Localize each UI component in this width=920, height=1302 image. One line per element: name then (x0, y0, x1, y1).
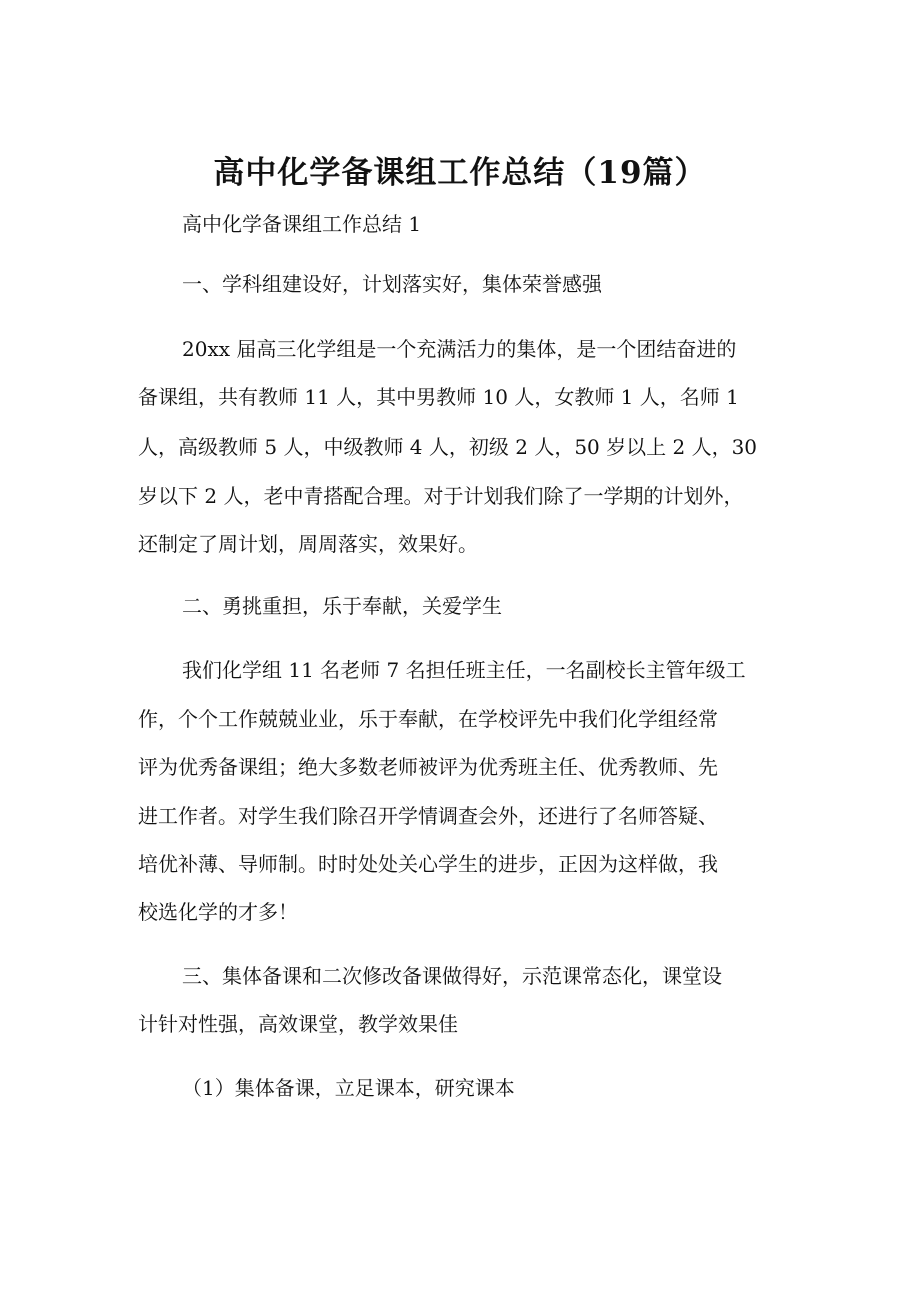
paragraph-line: 备课组，共有教师 11 人，其中男教师 10 人，女教师 1 人，名师 1 (138, 385, 739, 409)
paragraph-line: 20xx 届高三化学组是一个充满活力的集体，是一个团结奋进的 (182, 337, 737, 361)
subsection-heading: 三、集体备课和二次修改备课做得好，示范课常态化，课堂设 (182, 964, 722, 988)
paragraph-line: 校选化学的才多！ (138, 900, 298, 924)
subsection-heading: （1）集体备课，立足课本，研究课本 (182, 1076, 515, 1100)
paragraph-line: 人，高级教师 5 人，中级教师 4 人，初级 2 人，50 岁以上 2 人，30 (138, 435, 758, 459)
subsection-heading: 计针对性强，高效课堂，教学效果佳 (138, 1012, 458, 1036)
subsection-heading: 二、勇挑重担，乐于奉献，关爱学生 (182, 594, 502, 618)
paragraph-line: 我们化学组 11 名老师 7 名担任班主任，一名副校长主管年级工 (182, 658, 746, 682)
subsection-heading: 一、学科组建设好，计划落实好，集体荣誉感强 (182, 272, 602, 296)
paragraph-line: 进工作者。对学生我们除召开学情调查会外，还进行了名师答疑、 (138, 804, 718, 828)
paragraph-line: 评为优秀备课组；绝大多数老师被评为优秀班主任、优秀教师、先 (138, 755, 718, 779)
paragraph-line: 还制定了周计划，周周落实，效果好。 (138, 532, 478, 556)
paragraph-line: 培优补薄、导师制。时时处处关心学生的进步，正因为这样做，我 (138, 852, 718, 876)
paragraph-line: 岁以下 2 人，老中青搭配合理。对于计划我们除了一学期的计划外， (138, 484, 744, 508)
paragraph-line: 作，个个工作兢兢业业，乐于奉献，在学校评先中我们化学组经常 (138, 707, 718, 731)
section-heading: 高中化学备课组工作总结 1 (182, 212, 422, 236)
document-title: 高中化学备课组工作总结（19篇） (213, 155, 707, 191)
